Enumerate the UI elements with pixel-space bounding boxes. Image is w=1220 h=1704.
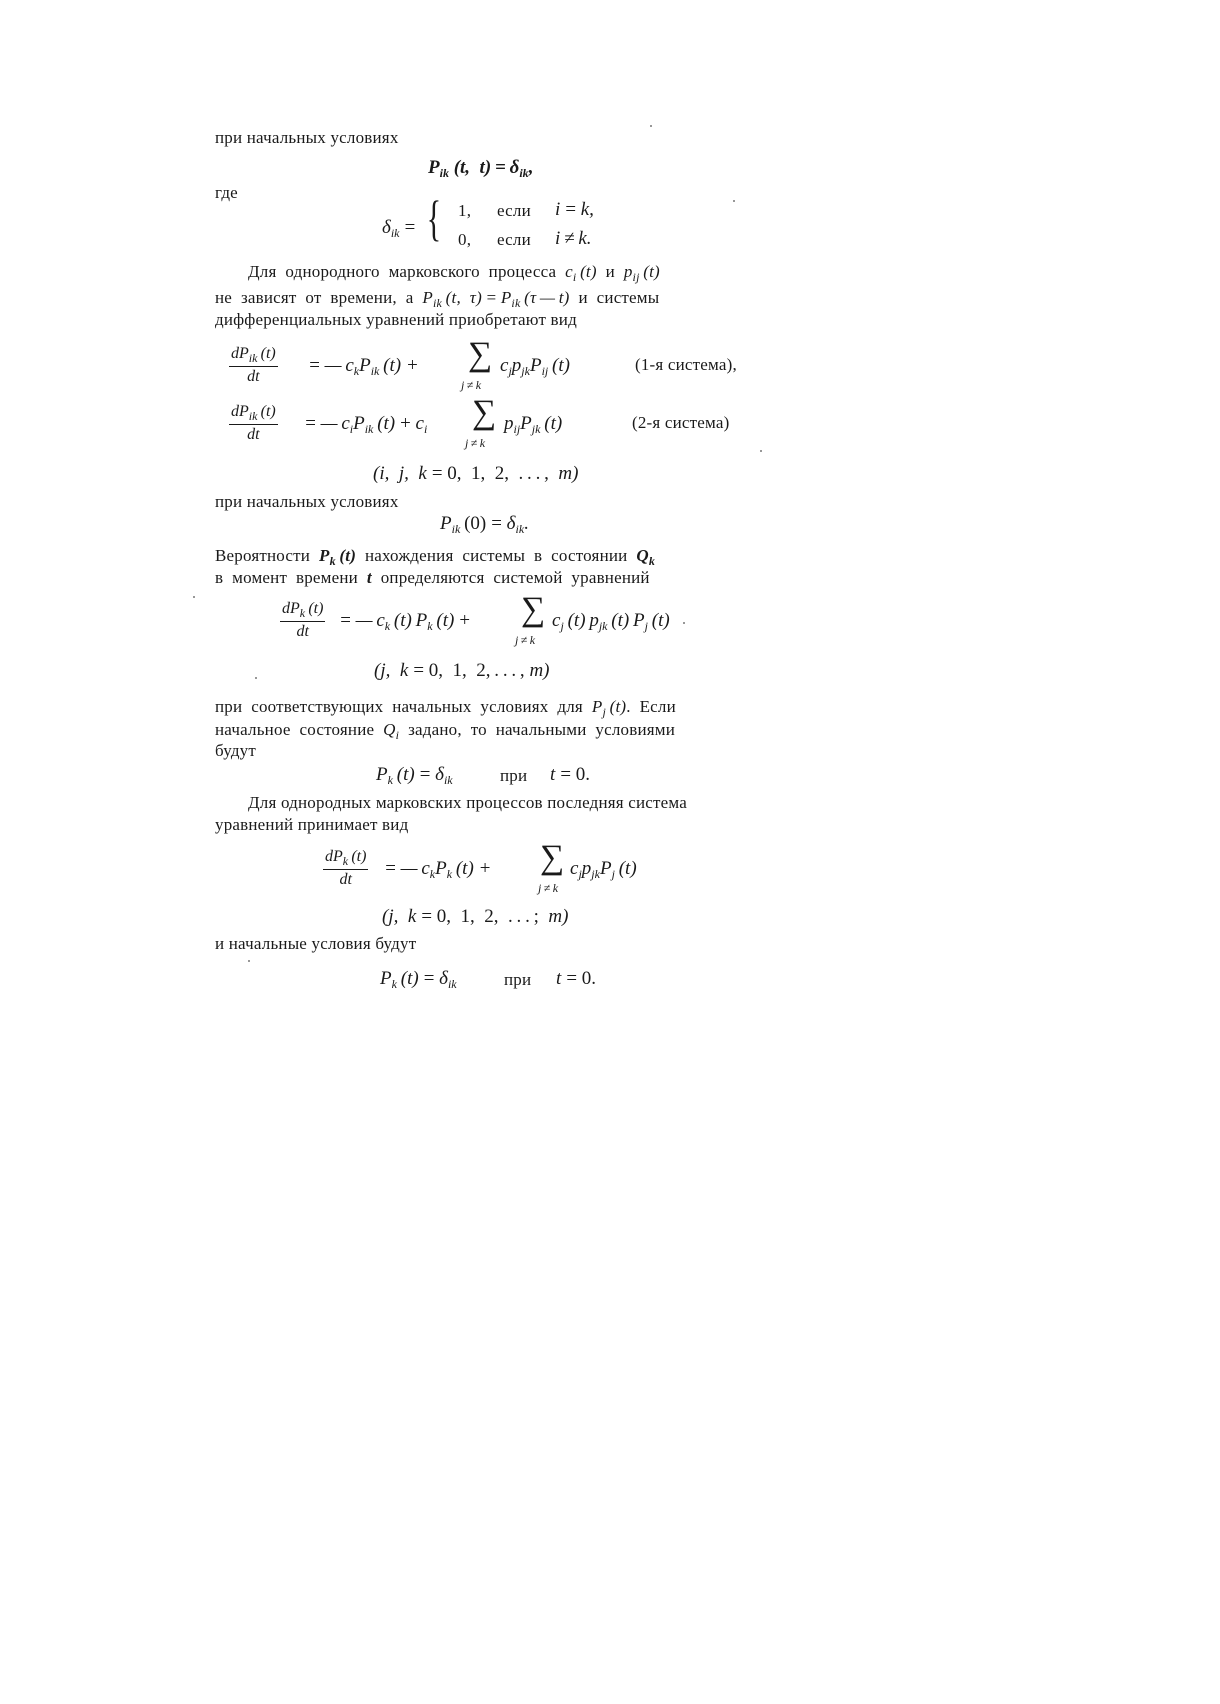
- scan-speck: [255, 677, 257, 679]
- paragraph-line: начальное состояние $Q_i$ задано, то начальными условиями: [215, 720, 676, 742]
- formula-word-pri: при: [504, 970, 532, 989]
- sum-index: j ≠ k: [515, 633, 536, 647]
- formula-initial-condition: $P_{ik}$ (t, $t) = \delta_{ik}$,: [428, 157, 534, 180]
- scan-speck: [760, 450, 762, 452]
- delta-expr-2: i ≠ k.: [555, 228, 592, 249]
- formula-Pk-final: $P_k$ $(t) = \delta_{ik}$: [380, 968, 457, 991]
- formula-t-zero: t = 0.: [556, 968, 596, 989]
- delta-cond-1: если: [497, 201, 531, 220]
- scan-speck: [683, 622, 685, 624]
- fraction-dPik-dt: $dP_{ik}$ (t) dt: [231, 403, 276, 443]
- eq12-range: (i, j, k = 0, 1, 2, . . . , m): [373, 463, 579, 484]
- fraction-dPk-dt: $dP_k$ (t) dt: [282, 600, 324, 640]
- text-line: где: [215, 183, 238, 202]
- paragraph-line: дифференциальных уравнений приобретают вид: [215, 310, 577, 329]
- sum-index: j ≠ k: [465, 436, 486, 450]
- eq3-range: (j, k = 0, 1, 2, . . . , m): [374, 660, 550, 681]
- delta-cond-2: если: [497, 230, 531, 249]
- text-line: и начальные условия будут: [215, 934, 417, 953]
- formula-Pik0: $P_{ik}$ $(0) = \delta_{ik}$.: [440, 513, 529, 536]
- eq1-label: (1-я система),: [635, 355, 737, 374]
- paragraph-line: в момент времени t определяются системой уравнений: [215, 568, 650, 587]
- formula-t-zero: t = 0.: [550, 764, 590, 785]
- eq2-rhs-first: = — $c_iP_{ik}$ $(t) + c_i$: [304, 413, 428, 436]
- scan-speck: [193, 596, 195, 598]
- sum-index: j ≠ k: [538, 881, 559, 895]
- brace-icon: {: [426, 190, 442, 246]
- delta-expr-1: i = k,: [555, 199, 594, 220]
- fraction-dPk-dt: $dP_k$ (t) dt: [325, 848, 367, 888]
- fraction-dPik-dt: $dP_{ik}$ (t) dt: [231, 345, 276, 385]
- text-line: при начальных условиях: [215, 492, 399, 511]
- paragraph-line: будут: [215, 741, 257, 760]
- eq4-rhs-first: = — $c_kP_k$ (t) +: [384, 858, 492, 881]
- paragraph-line: Для однородного марковского процесса $c_i$ (t) и $p_{ij}$ (t): [248, 262, 660, 284]
- eq1-rhs-sum: $c_jp_{jk}P_{ij}$ (t): [500, 355, 570, 378]
- delta-lhs: $\delta_{ik}$ =: [382, 217, 417, 240]
- text-line: при начальных условиях: [215, 128, 399, 147]
- scan-speck: [650, 125, 652, 127]
- sigma-icon: ∑: [472, 394, 497, 431]
- paragraph-line: при соответствующих начальных условиях для $P_j$ (t). Если: [215, 697, 676, 719]
- delta-value-2: 0,: [458, 230, 472, 249]
- sigma-icon: ∑: [540, 839, 565, 876]
- paragraph-line: уравнений принимает вид: [215, 815, 409, 834]
- delta-value-1: 1,: [458, 201, 472, 220]
- sigma-icon: ∑: [521, 591, 546, 628]
- eq4-rhs-sum: $c_jp_{jk}P_j$ (t): [570, 858, 637, 881]
- eq3-rhs-sum: $c_j$ (t) $p_{jk}$ (t) $P_j$ (t): [552, 610, 670, 633]
- paragraph-line: Для однородных марковских процессов последняя система: [248, 793, 687, 812]
- formula-word-pri: при: [500, 766, 528, 785]
- sum-index: j ≠ k: [461, 378, 482, 392]
- eq2-label: (2-я система): [632, 413, 730, 432]
- eq3-rhs-first: = — $c_k$ (t) $P_k$ (t) +: [339, 610, 471, 633]
- eq4-range: (j, k = 0, 1, 2, . . . ; m): [382, 906, 569, 927]
- paragraph-line: не зависят от времени, а $P_{ik}$ (t, $\tau) = P_{ik}$ (τ — t) и системы: [215, 288, 660, 310]
- scan-speck: [733, 200, 735, 202]
- scan-speck: [248, 960, 250, 962]
- formula-Pk-initial: $P_k$ $(t) = \delta_{ik}$: [376, 764, 453, 787]
- eq2-rhs-sum: $p_{ij}P_{jk}$ (t): [504, 413, 563, 436]
- eq1-rhs-first: = — $c_kP_{ik}$ (t) +: [308, 355, 419, 378]
- paragraph-line: Вероятности $P_k$ (t) нахождения системы в состоянии $Q_k$: [215, 546, 656, 568]
- sigma-icon: ∑: [468, 336, 493, 373]
